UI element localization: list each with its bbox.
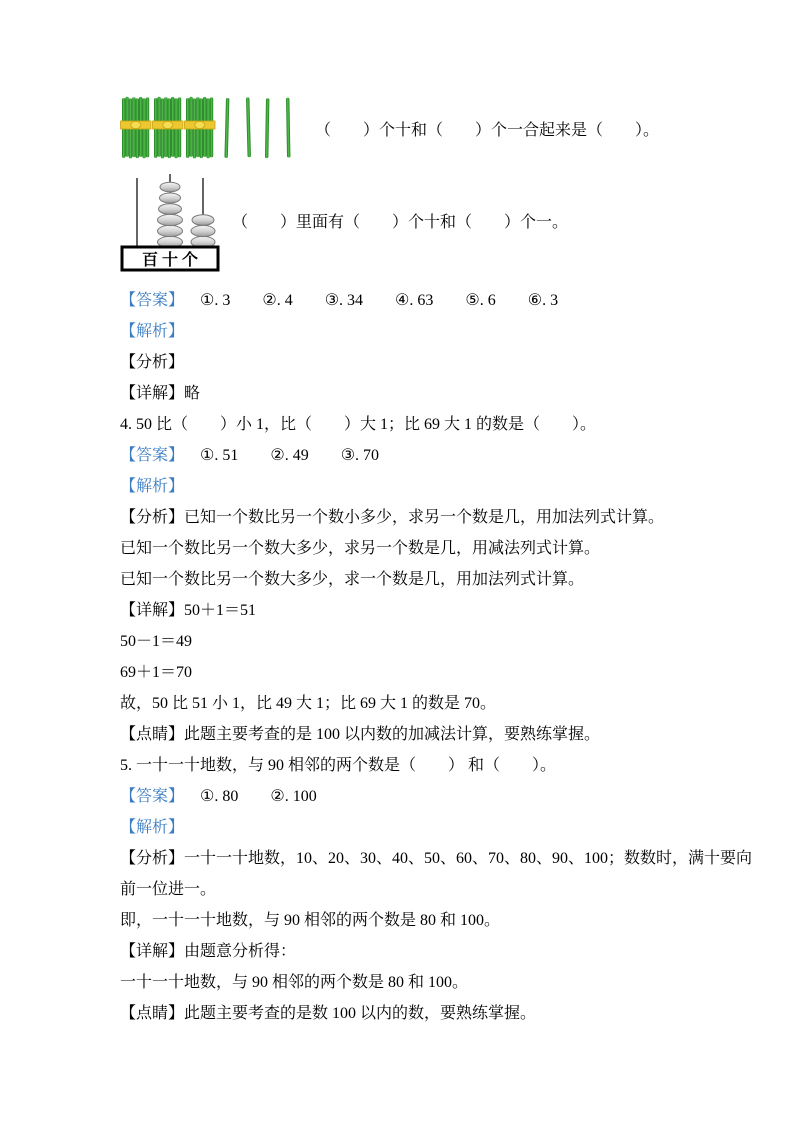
q5-fenxi-line2: 前一位进一。 bbox=[120, 881, 217, 898]
q5-jiexi-label: 【解析】 bbox=[120, 819, 185, 836]
q5-fenxi-line3: 即，一十一十地数，与 90 相邻的两个数是 80 和 100。 bbox=[120, 912, 501, 929]
q4-answer-line bbox=[120, 440, 693, 471]
q3-fenxi-label: 【分析】 bbox=[120, 354, 185, 371]
abacus-illustration bbox=[120, 168, 220, 272]
q4-answer-items: ①. 51 ②. 49 ③. 70 bbox=[200, 447, 380, 464]
answer-label: 【答案】 bbox=[120, 447, 185, 464]
q5-dianjing-line: 【点睛】此题主要考查的是数 100 以内的数，要熟练掌握。 bbox=[120, 1005, 537, 1022]
q4-question: 4. 50 比（ ）小 1，比（ ）大 1；比 69 大 1 的数是（ ）。 bbox=[120, 416, 597, 433]
q3-jiexi-label: 【解析】 bbox=[120, 323, 185, 340]
q5-fenxi-line1: 【分析】一十一十地数，10、20、30、40、50、60、70、80、90、100；数数时，满十要向 bbox=[120, 850, 753, 867]
q4-xiangjie-line3: 69＋1＝70 bbox=[120, 664, 193, 681]
q3-sticks-text: （ ）个十和（ ）个一合起来是（ ）。 bbox=[315, 121, 660, 139]
q5-xiangjie-line2: 一十一十地数，与 90 相邻的两个数是 80 和 100。 bbox=[120, 974, 469, 991]
q5-answer-line bbox=[120, 781, 693, 812]
q3-xiangjie-line: 【详解】略 bbox=[120, 385, 201, 402]
answer-label: 【答案】 bbox=[120, 292, 185, 309]
q4-fenxi-line3: 已知一个数比另一个数大多少，求一个数是几，用加法列式计算。 bbox=[120, 571, 585, 588]
q4-fenxi-line1: 【分析】已知一个数比另一个数小多少，求另一个数是几，用加法列式计算。 bbox=[120, 509, 665, 526]
q3-answer-items: ①. 3 ②. 4 ③. 34 ④. 63 ⑤. 6 ⑥. 3 bbox=[200, 292, 559, 309]
q3-sticks-row bbox=[120, 95, 693, 161]
abacus-caption: 百 十 个 bbox=[141, 252, 199, 269]
q5-answer-items: ①. 80 ②. 100 bbox=[200, 788, 317, 805]
q3-abacus-text: （ ）里面有（ ）个十和（ ）个一。 bbox=[232, 213, 569, 231]
q5-question: 5. 一十一十地数，与 90 相邻的两个数是（ ） 和（ ）。 bbox=[120, 757, 557, 774]
q5-xiangjie-line1: 【详解】由题意分析得： bbox=[120, 943, 297, 960]
q4-xiangjie-line2: 50－1＝49 bbox=[120, 633, 193, 650]
q4-dianjing-line: 【点睛】此题主要考查的是 100 以内数的加减法计算，要熟练掌握。 bbox=[120, 726, 601, 743]
q4-xiangjie-line4: 故，50 比 51 小 1，比 49 大 1；比 69 大 1 的数是 70。 bbox=[120, 695, 497, 712]
q4-jiexi-label: 【解析】 bbox=[120, 478, 185, 495]
answer-label: 【答案】 bbox=[120, 788, 185, 805]
stick-bundles-illustration bbox=[120, 96, 305, 160]
q3-answer-line bbox=[120, 285, 693, 316]
q3-abacus-row bbox=[120, 167, 693, 273]
q4-xiangjie-line1: 【详解】50＋1＝51 bbox=[120, 602, 257, 619]
q4-fenxi-line2: 已知一个数比另一个数大多少，求另一个数是几，用减法列式计算。 bbox=[120, 540, 601, 557]
answer-key-body bbox=[120, 285, 753, 1029]
